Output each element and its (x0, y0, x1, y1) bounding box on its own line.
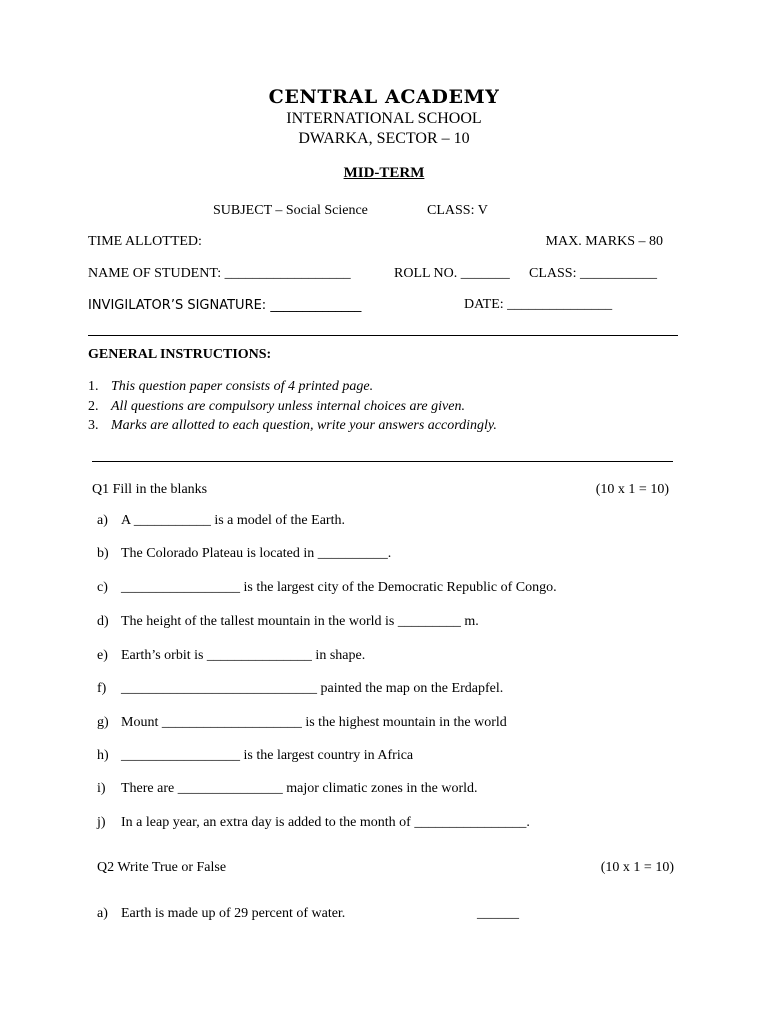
q2-item (97, 906, 345, 922)
header-divider (88, 335, 678, 336)
instruction-item (88, 418, 497, 434)
item-label: b) (97, 546, 109, 561)
item-text: There are _______________ major climatic zones in the world. (121, 781, 478, 796)
item-label: g) (97, 715, 109, 730)
q1-item (97, 546, 391, 562)
class-field: CLASS: ___________ (529, 266, 657, 281)
q1-item (97, 614, 479, 630)
item-text: Earth is made up of 29 percent of water. (121, 906, 346, 921)
q2-title: Q2 Write True or False (97, 860, 227, 875)
item-label: e) (97, 648, 108, 663)
instruction-text: This question paper consists of 4 printed page. (111, 379, 374, 394)
max-marks-label: MAX. MARKS – 80 (545, 234, 663, 249)
q1-item (97, 715, 507, 731)
q1-item (97, 748, 413, 764)
item-label: f) (97, 681, 107, 696)
instructions-divider (92, 461, 673, 462)
q1-marks: (10 x 1 = 10) (595, 482, 669, 497)
instruction-text: Marks are allotted to each question, write your answers accordingly. (111, 418, 497, 433)
school-address: DWARKA, SECTOR – 10 (298, 130, 470, 147)
item-label: a) (97, 513, 108, 528)
subject-label: SUBJECT – Social Science (213, 203, 368, 218)
student-name-field: NAME OF STUDENT: __________________ (88, 266, 351, 281)
school-name: CENTRAL ACADEMY (268, 86, 500, 108)
school-subtitle: INTERNATIONAL SCHOOL (286, 110, 482, 127)
instruction-text: All questions are compulsory unless internal choices are given. (111, 399, 465, 414)
class-label: CLASS: V (427, 203, 488, 218)
item-label: j) (97, 815, 106, 830)
q1-item (97, 648, 365, 664)
instruction-item (88, 379, 373, 395)
item-text: _________________ is the largest city of the Democratic Republic of Congo. (121, 580, 557, 595)
item-text: In a leap year, an extra day is added to the month of ________________. (121, 815, 530, 830)
item-text: _________________ is the largest country in Africa (121, 748, 414, 763)
instruction-number: 3. (88, 418, 99, 433)
item-label: i) (97, 781, 106, 796)
q1-item (97, 513, 345, 529)
item-label: c) (97, 580, 108, 595)
roll-no-field: ROLL NO. _______ (394, 266, 510, 281)
item-text: The Colorado Plateau is located in __________. (121, 546, 392, 561)
exam-title: MID-TERM (343, 165, 425, 181)
q2-marks: (10 x 1 = 10) (600, 860, 674, 875)
q1-item (97, 580, 557, 596)
invigilator-signature-field: INVIGILATOR’S SIGNATURE: ______________ (88, 298, 362, 313)
q1-title: Q1 Fill in the blanks (92, 482, 208, 497)
instruction-number: 2. (88, 399, 99, 414)
q1-item (97, 815, 530, 831)
item-label: a) (97, 906, 108, 921)
instruction-item (88, 399, 465, 415)
item-text: ____________________________ painted the map on the Erdapfel. (121, 681, 504, 696)
q1-item (97, 681, 503, 697)
item-text: The height of the tallest mountain in the world is _________ m. (121, 614, 479, 629)
item-text: Mount ____________________ is the highest mountain in the world (121, 715, 507, 730)
instruction-number: 1. (88, 379, 99, 394)
time-allotted-label: TIME ALLOTTED: (88, 234, 202, 249)
item-label: d) (97, 614, 109, 629)
q1-item (97, 781, 478, 797)
q2-answer-blank: ______ (477, 906, 519, 921)
item-text: Earth’s orbit is _______________ in shape. (121, 648, 366, 663)
item-text: A ___________ is a model of the Earth. (121, 513, 345, 528)
item-label: h) (97, 748, 109, 763)
date-field: DATE: _______________ (464, 297, 613, 312)
instructions-heading: GENERAL INSTRUCTIONS: (88, 347, 272, 362)
